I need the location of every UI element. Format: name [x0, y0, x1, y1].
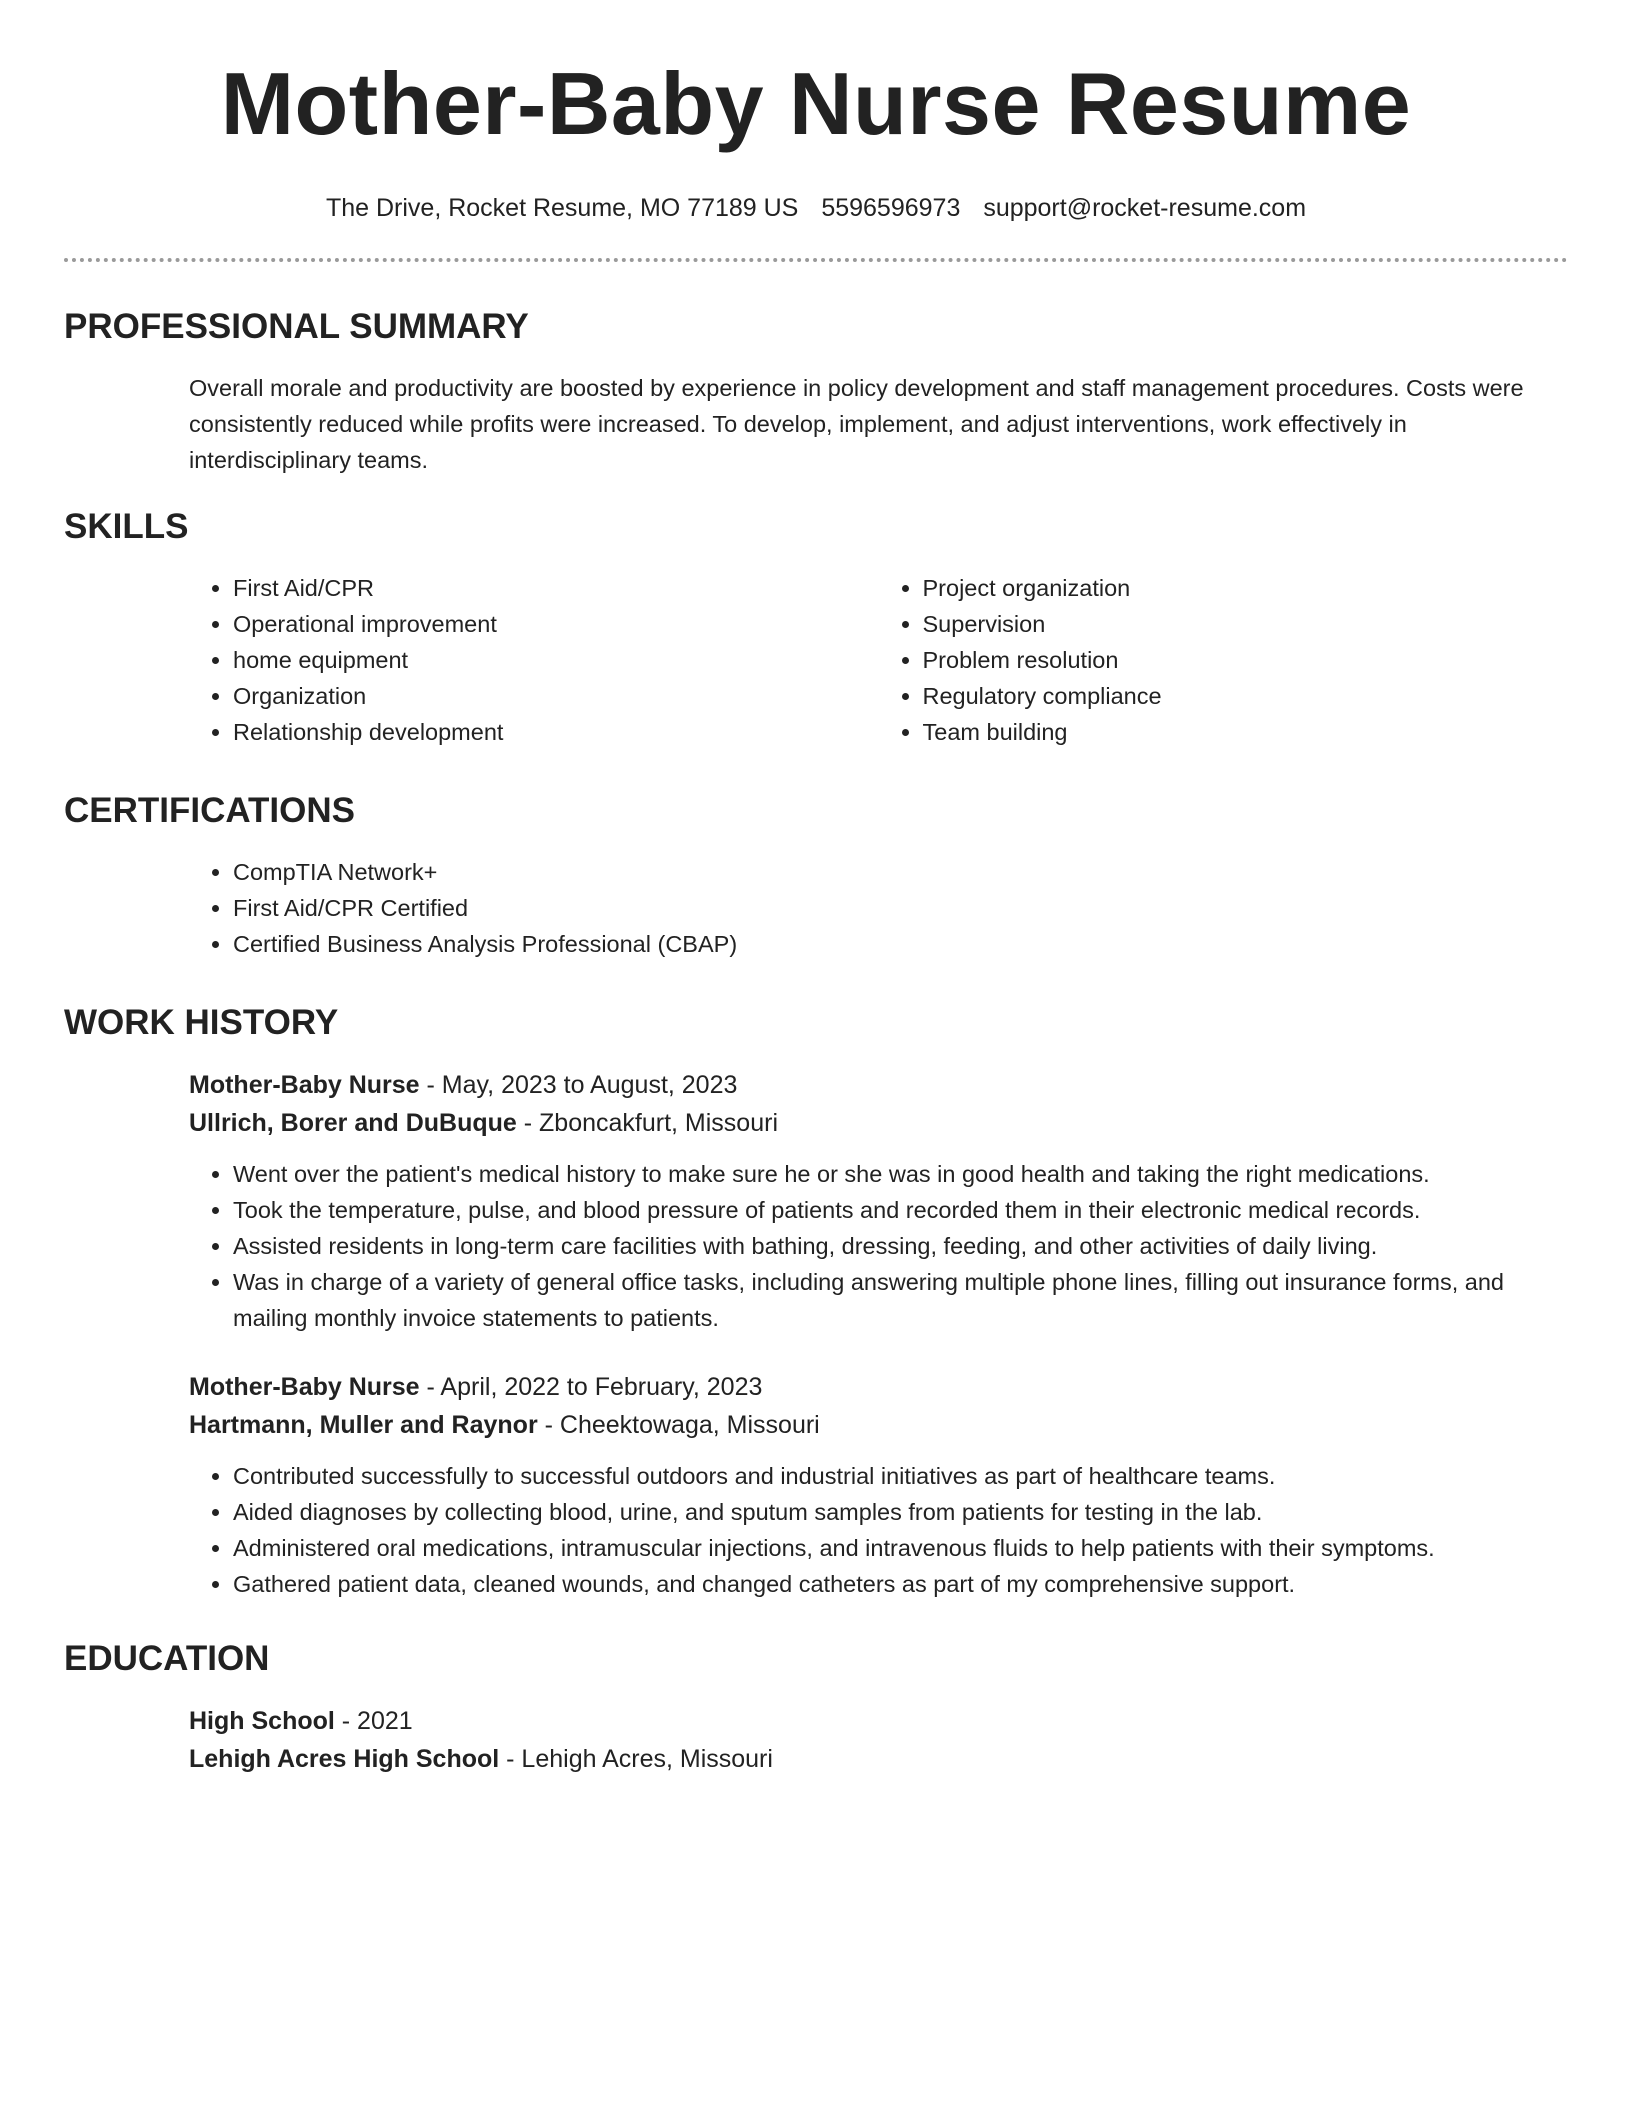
job-duties-list: [189, 1458, 1568, 1602]
skill-item: • Team building: [923, 714, 1569, 750]
job-company: Hartmann, Muller and Raynor: [189, 1411, 538, 1439]
education-degree-line: [189, 1702, 1568, 1740]
job-title-line: [189, 1368, 1568, 1406]
job-company-line: [189, 1104, 1568, 1142]
skill-item: • First Aid/CPR: [233, 570, 879, 606]
skills-heading: SKILLS: [64, 507, 189, 546]
job-duty: • Took the temperature, pulse, and blood pressure of patients and recorded them in their electronic medical records.: [233, 1192, 1568, 1228]
contact-address: The Drive, Rocket Resume, MO 77189 US: [325, 194, 799, 222]
skill-item: • home equipment: [233, 642, 879, 678]
certifications-list: [189, 854, 1568, 962]
job-company: Ullrich, Borer and DuBuque: [189, 1109, 517, 1137]
job-duty: • Assisted residents in long-term care facilities with bathing, dressing, feeding, and other activities of daily living.: [233, 1228, 1568, 1264]
skill-item: • Operational improvement: [233, 606, 879, 642]
job-duty: • Contributed successfully to successful outdoors and industrial initiatives as part of healthcare teams.: [233, 1458, 1568, 1494]
job-duty: • Went over the patient's medical history to make sure he or she was in good health and taking the right medications.: [233, 1156, 1568, 1192]
contact-phone: 5596596973: [821, 194, 961, 222]
work-history-section: [64, 1002, 1568, 1602]
skill-item: • Organization: [233, 678, 879, 714]
job-duties-list: [189, 1156, 1568, 1336]
contact-line: [64, 192, 1568, 224]
education-degree: High School: [189, 1707, 335, 1735]
resume-title: Mother-Baby Nurse Resume: [220, 54, 1412, 153]
certification-item: • First Aid/CPR Certified: [233, 890, 1568, 926]
job-location: - Cheektowaga, Missouri: [537, 1411, 820, 1439]
skill-item: • Supervision: [923, 606, 1569, 642]
skill-item: • Project organization: [923, 570, 1569, 606]
summary-text: Overall morale and productivity are boosted by experience in policy development and staff management procedures. Costs were consistently reduced while profits were increased. To develop, implement, and adjust interventions, work effectively in interdisciplinary teams.: [189, 375, 1524, 473]
job-title: Mother-Baby Nurse: [189, 1373, 420, 1401]
resume-header: [64, 0, 1568, 224]
education-location: - Lehigh Acres, Missouri: [499, 1745, 773, 1773]
education-school-line: [189, 1740, 1568, 1778]
certifications-heading: CERTIFICATIONS: [64, 791, 356, 830]
job-entry: [189, 1066, 1568, 1336]
job-location: - Zboncakfurt, Missouri: [516, 1109, 778, 1137]
job-dates: - May, 2023 to August, 2023: [419, 1071, 738, 1099]
summary-heading: PROFESSIONAL SUMMARY: [64, 307, 529, 346]
education-heading: EDUCATION: [64, 1639, 270, 1678]
certification-item: • CompTIA Network+: [233, 854, 1568, 890]
skills-list-right: [879, 570, 1569, 750]
job-duty: • Gathered patient data, cleaned wounds, and changed catheters as part of my comprehensive support.: [233, 1566, 1568, 1602]
skills-list-left: [189, 570, 879, 750]
certification-item: • Certified Business Analysis Professional (CBAP): [233, 926, 1568, 962]
job-company-line: [189, 1406, 1568, 1444]
job-duty: • Administered oral medications, intramuscular injections, and intravenous fluids to help patients with their symptoms.: [233, 1530, 1568, 1566]
job-duty: • Aided diagnoses by collecting blood, urine, and sputum samples from patients for testing in the lab.: [233, 1494, 1568, 1530]
contact-email: support@rocket-resume.com: [983, 194, 1307, 222]
summary-section: [64, 306, 1568, 478]
job-duty: • Was in charge of a variety of general office tasks, including answering multiple phone lines, filling out insurance forms, and mailing monthly invoice statements to patients.: [233, 1264, 1568, 1336]
education-section: [64, 1638, 1568, 1778]
education-year: - 2021: [334, 1707, 413, 1735]
job-title-line: [189, 1066, 1568, 1104]
work-history-heading: WORK HISTORY: [64, 1003, 339, 1042]
header-divider: [64, 258, 1568, 262]
skill-item: • Problem resolution: [923, 642, 1569, 678]
skills-section: [64, 506, 1568, 750]
education-school: Lehigh Acres High School: [189, 1745, 500, 1773]
job-title: Mother-Baby Nurse: [189, 1071, 420, 1099]
certifications-section: [64, 790, 1568, 962]
skill-item: • Regulatory compliance: [923, 678, 1569, 714]
skill-item: • Relationship development: [233, 714, 879, 750]
job-entry: [189, 1368, 1568, 1602]
job-dates: - April, 2022 to February, 2023: [419, 1373, 763, 1401]
